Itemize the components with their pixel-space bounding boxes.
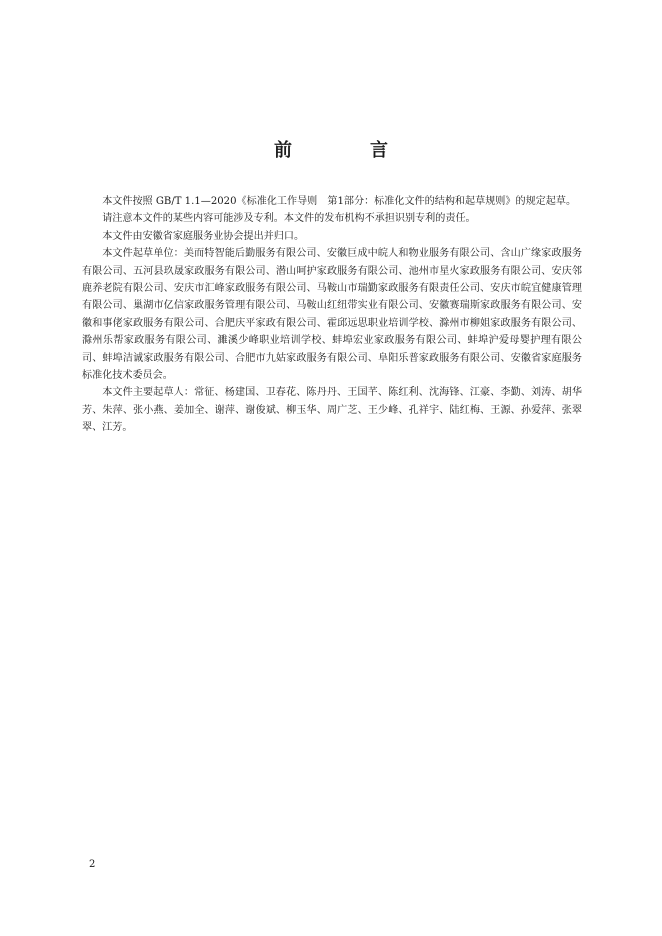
paragraph-proposer: 本文件由安徽省家庭服务业协会提出并归口。	[102, 230, 305, 242]
paragraph-drafting-units: 本文件起草单位：美而特智能后勤服务有限公司、安徽巨成中皖人和物业服务有限公司、含山广缘家政服务有限公司、五河县玖晟家政服务有限公司、潜山呵护家政服务有限公司、池州市星火家政服务有限公司、安庆邻鹿养老院有限公司、安庆市汇峰家政服务有限公司、马鞍山市瑞勤家政服务有限责任公司、安庆市皖宜健康管理有限公司、巢湖市亿信家政服务管理有限公司、马鞍山红纽带实业有限公司、安徽赛瑞斯家政服务有限公司、安徽和事佬家政服务有限公司、合肥庆平家政有限公司、霍邱远思职业培训学校、滁州市柳姐家政服务有限公司、滁州乐帮家政服务有限公司、濉溪少峰职业培训学校、蚌埠宏业家政服务有限公司、蚌埠沪爱母婴护理有限公司、蚌埠洁诚家政服务有限公司、合肥市九姑家政服务有限公司、阜阳乐普家政服务有限公司、安徽省家庭服务标准化技术委员会。	[82, 248, 582, 382]
foreword-body	[82, 193, 582, 437]
page-number: 2	[89, 859, 96, 870]
page-title: 前 言	[274, 140, 418, 161]
paragraph-standard-basis: 本文件按照 GB/T 1.1—2020《标准化工作导则 第1部分：标准化文件的结构和起草规则》的规定起草。	[102, 196, 577, 207]
paragraph-patent-notice: 请注意本文件的某些内容可能涉及专利。本文件的发布机构不承担识别专利的责任。	[102, 213, 476, 225]
paragraph-drafters: 本文件主要起草人：常征、杨建国、卫春花、陈丹丹、王国芊、陈红利、沈海锋、江豪、李勤、刘涛、胡华芳、朱萍、张小燕、姜加全、谢萍、谢俊斌、柳玉华、周广芝、王少峰、孔祥宇、陆红梅、王源、孙爱萍、张翠翠、江芳。	[82, 387, 582, 434]
